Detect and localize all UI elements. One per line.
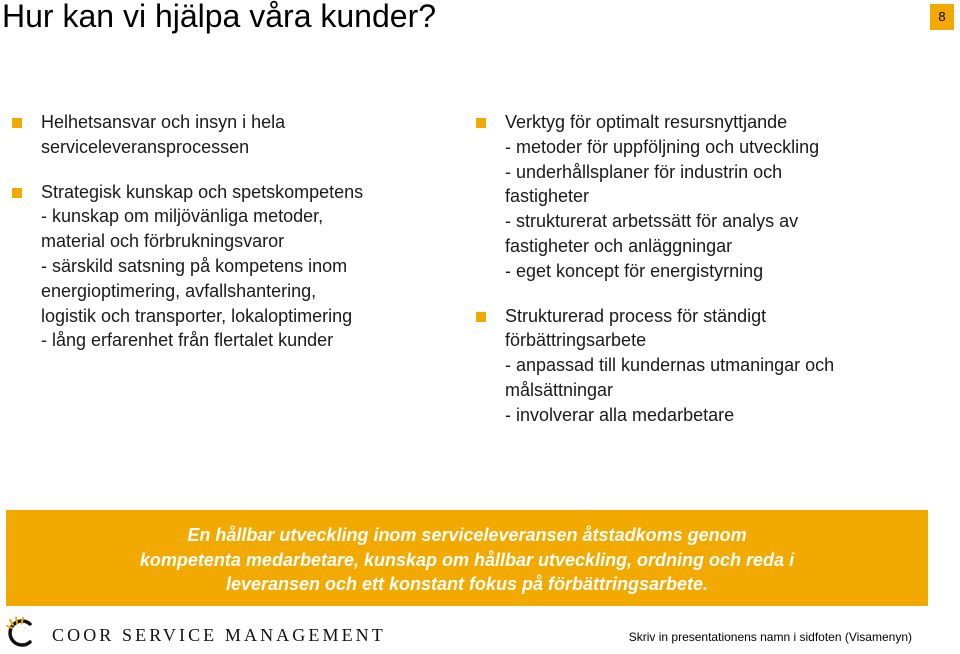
banner-line: leveransen och ett konstant fokus på förbättringsarbete.: [225, 574, 709, 594]
bullet-line: - metoder för uppföljning och utveckling: [505, 136, 820, 157]
bullet-item: [12, 180, 452, 354]
bullet-line: logistik och transporter, lokaloptimering: [41, 305, 353, 326]
banner-line: kompetenta medarbetare, kunskap om hållbar utveckling, ordning och reda i: [139, 549, 795, 570]
summary-banner: [6, 510, 928, 606]
square-bullet-icon: [476, 118, 486, 128]
bullet-line: - anpassad till kundernas utmaningar och: [505, 355, 835, 376]
bullet-line: Verktyg för optimalt resursnyttjande: [505, 112, 788, 132]
bullet-line: - underhållsplaner för industrin och: [505, 161, 783, 182]
bullet-line: Strategisk kunskap och spetskompetens: [41, 181, 364, 202]
bullet-item: [476, 304, 946, 428]
bullet-line: - särskild satsning på kompetens inom: [41, 255, 348, 276]
square-bullet-icon: [12, 188, 22, 198]
slide-title: Hur kan vi hjälpa våra kunder?: [2, 0, 437, 34]
bullet-line: serviceleveransprocessen: [41, 136, 250, 157]
bullet-line: Strukturerad process för ständigt: [505, 305, 767, 326]
bullet-line: - involverar alla medarbetare: [505, 404, 735, 425]
bullet-item: [476, 110, 946, 284]
bullet-line: - kunskap om miljövänliga metoder,: [41, 206, 324, 227]
left-column: [12, 110, 452, 373]
bullet-line: målsättningar: [505, 379, 614, 400]
page-number-badge: 8: [930, 4, 954, 30]
bullet-line: energioptimering, avfallshantering,: [41, 280, 317, 301]
bullet-line: - strukturerat arbetssätt för analys av: [505, 211, 799, 232]
square-bullet-icon: [476, 312, 486, 322]
bullet-line: - lång erfarenhet från flertalet kunder: [41, 330, 334, 351]
bullet-line: Helhetsansvar och insyn i hela: [41, 112, 286, 132]
square-bullet-icon: [12, 118, 22, 128]
company-logo-text: COOR SERVICE MANAGEMENT: [52, 625, 386, 645]
banner-text: [6, 523, 928, 597]
banner-line: En hållbar utveckling inom serviceleveransen åtstadkoms genom: [187, 525, 747, 545]
coor-logo-icon: [4, 616, 38, 650]
bullet-line: fastigheter: [505, 186, 590, 207]
bullet-line: fastigheter och anläggningar: [505, 235, 733, 256]
right-column: [476, 110, 946, 448]
bullet-line: förbättringsarbete: [505, 330, 647, 351]
bullet-line: - eget koncept för energistyrning: [505, 260, 764, 281]
bullet-item: [12, 110, 452, 160]
bullet-line: material och förbrukningsvaror: [41, 231, 285, 252]
footer-presentation-name: Skriv in presentationens namn i sidfoten (Visamenyn): [628, 630, 912, 644]
